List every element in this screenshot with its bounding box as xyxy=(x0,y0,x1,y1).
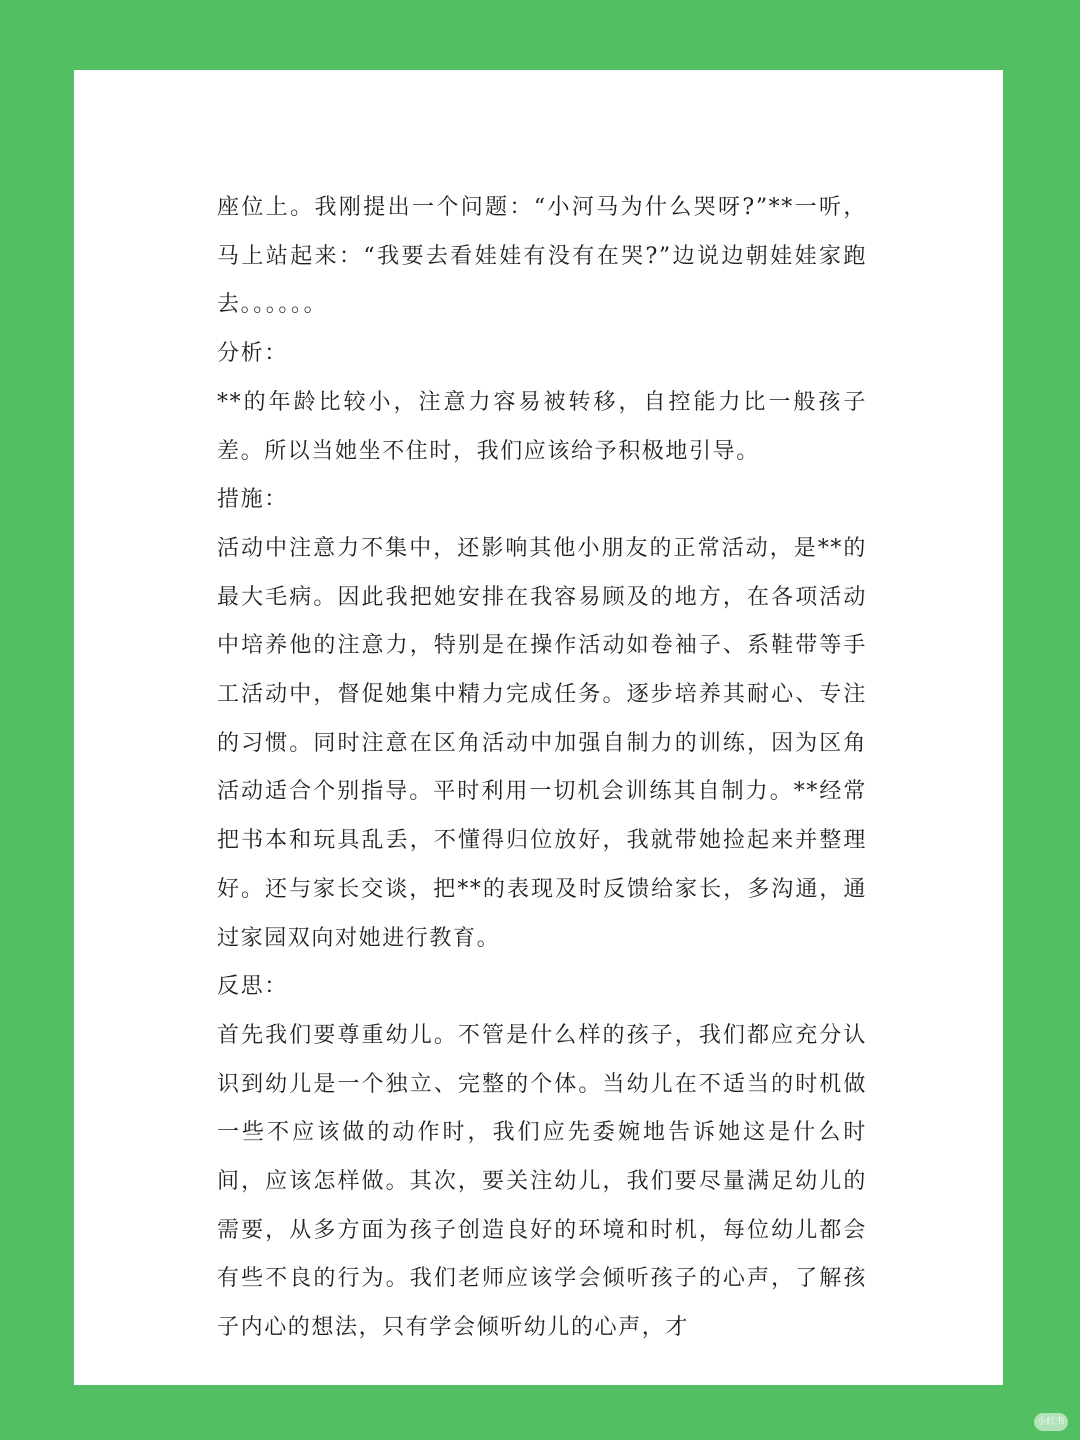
document-page xyxy=(74,70,1003,1385)
heading-reflection: 反思： xyxy=(217,974,288,1000)
document-body xyxy=(217,184,867,1353)
heading-measures: 措施： xyxy=(217,487,288,513)
watermark-logo: 小红书 xyxy=(1034,1413,1068,1431)
paragraph-story-continued: 座位上。我刚提出一个问题：“小河马为什么哭呀?”**一听，马上站起来：“我要去看娃娃有没有在哭?”边说边朝娃娃家跑去。。。。。。 xyxy=(217,195,867,318)
paragraph-analysis: **的年龄比较小，注意力容易被转移，自控能力比一般孩子差。所以当她坐不住时，我们应该给予积极地引导。 xyxy=(217,389,867,464)
heading-analysis: 分析： xyxy=(217,341,288,367)
paragraph-reflection: 首先我们要尊重幼儿。不管是什么样的孩子，我们都应充分认识到幼儿是一个独立、完整的个体。当幼儿在不适当的时机做一些不应该做的动作时，我们应先委婉地告诉她这是什么时间，应该怎样做。其次，要关注幼儿，我们要尽量满足幼儿的需要，从多方面为孩子创造良好的环境和时机，每位幼儿都会有些不良的行为。我们老师应该学会倾听孩子的心声，了解孩子内心的想法，只有学会倾听幼儿的心声，才 xyxy=(217,1022,867,1341)
paragraph-measures: 活动中注意力不集中，还影响其他小朋友的正常活动，是**的最大毛病。因此我把她安排在我容易顾及的地方，在各项活动中培养他的注意力，特别是在操作活动如卷袖子、系鞋带等手工活动中，督促她集中精力完成任务。逐步培养其耐心、专注的习惯。同时注意在区角活动中加强自制力的训练，因为区角活动适合个别指导。平时利用一切机会训练其自制力。**经常把书本和玩具乱丢，不懂得归位放好，我就带她捡起来并整理好。还与家长交谈，把**的表现及时反馈给家长，多沟通，通过家园双向对她进行教育。 xyxy=(217,535,867,951)
